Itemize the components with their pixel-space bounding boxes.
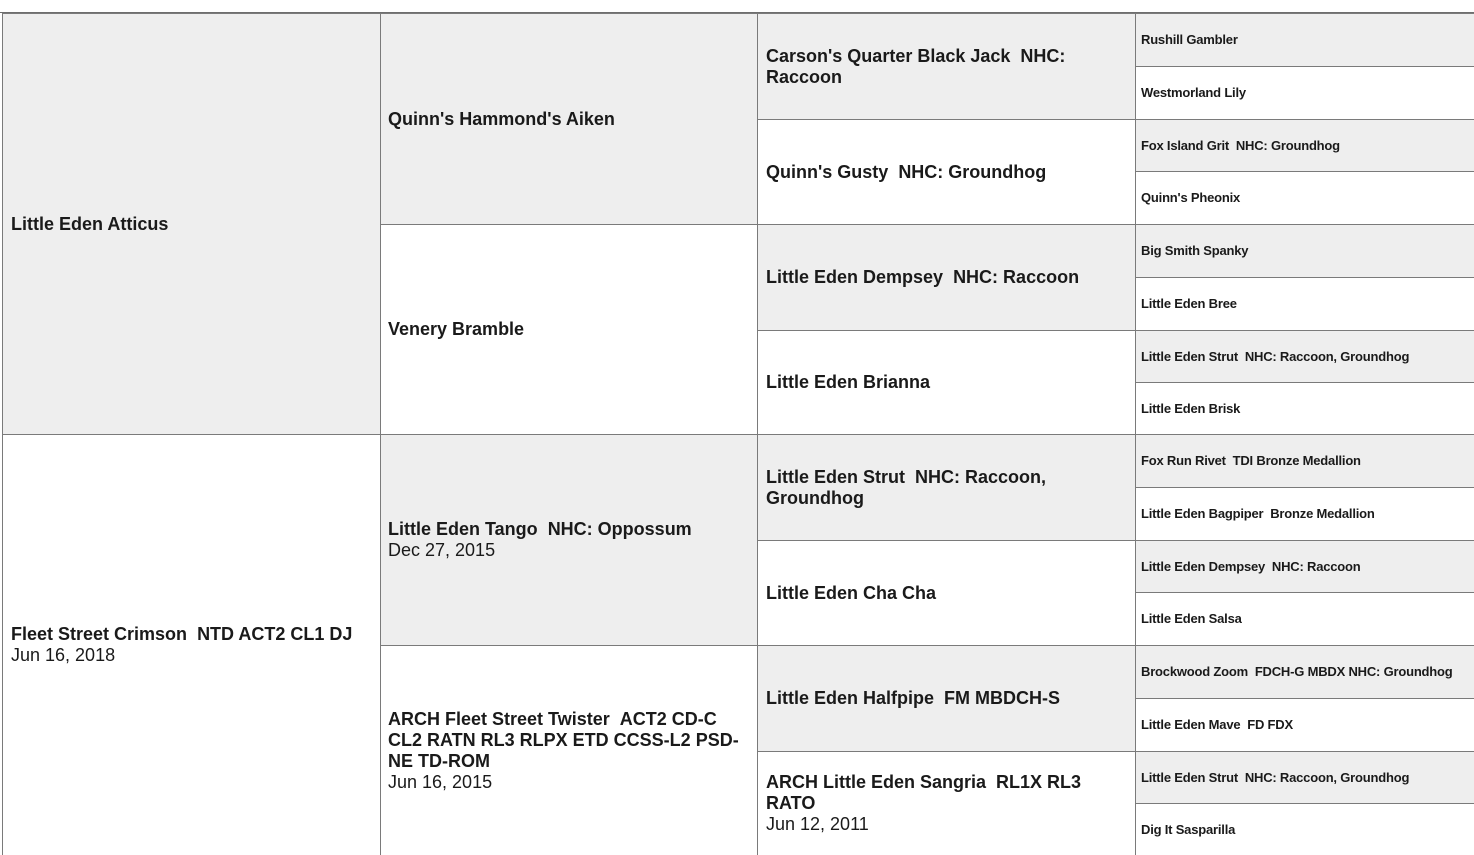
gen4-titles: NHC: Raccoon — [1271, 558, 1361, 574]
dd-name-text: ARCH Fleet Street Twister — [388, 708, 610, 729]
gen4-name-text: Westmorland Lily — [1141, 85, 1246, 100]
ssd-name-text: Quinn's Gusty — [766, 161, 889, 182]
gen4-name-text: Quinn's Pheonix — [1141, 190, 1241, 205]
dss-name-text: Little Eden Strut — [766, 466, 905, 487]
dss-cell — [757, 434, 1135, 540]
sd-name-text: Venery Bramble — [388, 319, 525, 339]
gen4-titles: FDCH-G MBDX NHC: Groundhog — [1254, 664, 1453, 679]
sdd-name — [766, 372, 1127, 393]
gen4-cell — [1135, 171, 1474, 224]
top-rule — [0, 0, 1474, 13]
gen4-name — [1141, 85, 1469, 101]
gen4-cell — [1135, 698, 1474, 751]
gen4-name — [1141, 138, 1469, 154]
gen4-cell — [1135, 224, 1474, 277]
gen4-cell — [1135, 382, 1474, 434]
dds-name-text: Little Eden Halfpipe — [766, 688, 935, 708]
ssd-name — [766, 162, 1127, 183]
dsd-cell — [757, 540, 1135, 645]
gen4-titles: TDI Bronze Medallion — [1232, 453, 1361, 468]
gen4-cell — [1135, 119, 1474, 171]
sds-titles: NHC: Raccoon — [953, 267, 1080, 287]
dam-dam-cell — [380, 645, 757, 855]
gen4-name — [1141, 559, 1469, 575]
dam-cell — [2, 434, 380, 855]
gen4-cell — [1135, 592, 1474, 645]
gen4-name-text: Brockwood Zoom — [1141, 664, 1248, 679]
gen4-name — [1141, 770, 1469, 786]
gen4-cell — [1135, 330, 1474, 382]
ddd-name-text: ARCH Little Eden Sangria — [766, 772, 987, 792]
dsd-name-text: Little Eden Cha Cha — [766, 582, 937, 603]
gen4-name-text: Little Eden Bree — [1141, 296, 1237, 311]
gen4-name-text: Fox Run Rivet — [1141, 453, 1226, 468]
gen4-name — [1141, 296, 1469, 312]
ddd-titles: RL1X RL3 RATO — [766, 772, 1082, 813]
gen4-name — [1141, 349, 1469, 365]
ddd-cell — [757, 751, 1135, 855]
gen4-cell — [1135, 540, 1474, 592]
gen4-cell — [1135, 803, 1474, 855]
gen4-titles: NHC: Groundhog — [1235, 137, 1340, 153]
ss-name-text: Quinn's Hammond's Aiken — [388, 108, 615, 129]
sire-name-text: Little Eden Atticus — [11, 213, 169, 234]
gen4-titles: Bronze Medallion — [1270, 506, 1375, 521]
dam-name-text: Fleet Street Crimson — [11, 624, 188, 644]
sire-sire-name — [388, 109, 750, 130]
gen4-name-text: Little Eden Bagpiper — [1141, 506, 1264, 521]
gen4-cell — [1135, 487, 1474, 540]
gen4-name — [1141, 664, 1469, 680]
gen4-name-text: Fox Island Grit — [1141, 137, 1230, 153]
sire-sire-cell — [380, 13, 757, 224]
ssd-cell — [757, 119, 1135, 224]
ssd-titles: NHC: Groundhog — [898, 161, 1047, 182]
sds-cell — [757, 224, 1135, 330]
sire-cell — [2, 13, 380, 434]
ds-name-text: Little Eden Tango — [388, 519, 538, 539]
dds-titles: FM MBDCH-S — [944, 688, 1061, 708]
sss-name-text: Carson's Quarter Black Jack — [766, 45, 1011, 66]
dam-date: Jun 16, 2018 — [11, 645, 116, 665]
dd-titles: ACT2 CD-C CL2 RATN RL3 RLPX ETD CCSS-L2 PSD-NE TD-ROM — [388, 708, 739, 771]
dsd-name — [766, 583, 1127, 604]
gen4-name-text: Big Smith Spanky — [1141, 243, 1249, 258]
gen4-name-text: Dig It Sasparilla — [1141, 821, 1236, 837]
gen4-name — [1141, 717, 1469, 733]
gen4-name — [1141, 32, 1469, 48]
gen4-name-text: Little Eden Strut — [1141, 348, 1238, 364]
gen4-name-text: Little Eden Dempsey — [1141, 558, 1266, 574]
gen4-name-text: Rushill Gambler — [1141, 32, 1238, 47]
dam-dam-name — [388, 709, 750, 772]
gen4-name-text: Little Eden Mave — [1141, 717, 1241, 732]
dam-sire-date: Dec 27, 2015 — [388, 540, 496, 560]
sss-name — [766, 46, 1127, 88]
gen4-name — [1141, 611, 1469, 627]
dam-titles: NTD ACT2 CL1 DJ — [197, 624, 353, 644]
sire-name — [11, 214, 372, 235]
gen4-name — [1141, 822, 1469, 838]
pedigree-chart — [2, 13, 1474, 855]
sire-dam-cell — [380, 224, 757, 434]
dam-sire-cell — [380, 434, 757, 645]
gen4-cell — [1135, 434, 1474, 487]
dss-name — [766, 467, 1127, 509]
dam-dam-date: Jun 16, 2015 — [388, 771, 493, 792]
gen4-name-text: Little Eden Strut — [1141, 769, 1238, 785]
ddd-date: Jun 12, 2011 — [766, 814, 869, 834]
gen4-cell — [1135, 751, 1474, 803]
gen4-name — [1141, 243, 1469, 259]
sds-name — [766, 267, 1127, 288]
gen4-cell — [1135, 13, 1474, 66]
ds-titles: NHC: Oppossum — [547, 519, 692, 539]
sire-dam-name — [388, 319, 750, 340]
sdd-cell — [757, 330, 1135, 434]
gen4-cell — [1135, 66, 1474, 119]
gen4-titles: NHC: Raccoon, Groundhog — [1244, 769, 1410, 785]
dds-name — [766, 688, 1127, 709]
ddd-name — [766, 772, 1127, 814]
dds-cell — [757, 645, 1135, 751]
gen4-cell — [1135, 277, 1474, 330]
gen4-name-text: Little Eden Salsa — [1141, 611, 1242, 626]
gen4-titles: FD FDX — [1247, 717, 1293, 732]
dam-name — [11, 624, 372, 645]
gen4-titles: NHC: Raccoon, Groundhog — [1244, 348, 1410, 364]
gen4-name — [1141, 190, 1469, 206]
gen4-name-text: Little Eden Brisk — [1141, 400, 1241, 416]
gen4-name — [1141, 506, 1469, 522]
sdd-name-text: Little Eden Brianna — [766, 372, 931, 392]
sds-name-text: Little Eden Dempsey — [766, 267, 944, 287]
gen4-name — [1141, 401, 1469, 417]
sss-titles: NHC: Raccoon — [766, 45, 1066, 87]
gen4-name — [1141, 453, 1469, 469]
gen4-cell — [1135, 645, 1474, 698]
dss-titles: NHC: Raccoon, Groundhog — [766, 466, 1047, 508]
dam-sire-name — [388, 519, 750, 540]
sss-cell — [757, 13, 1135, 119]
